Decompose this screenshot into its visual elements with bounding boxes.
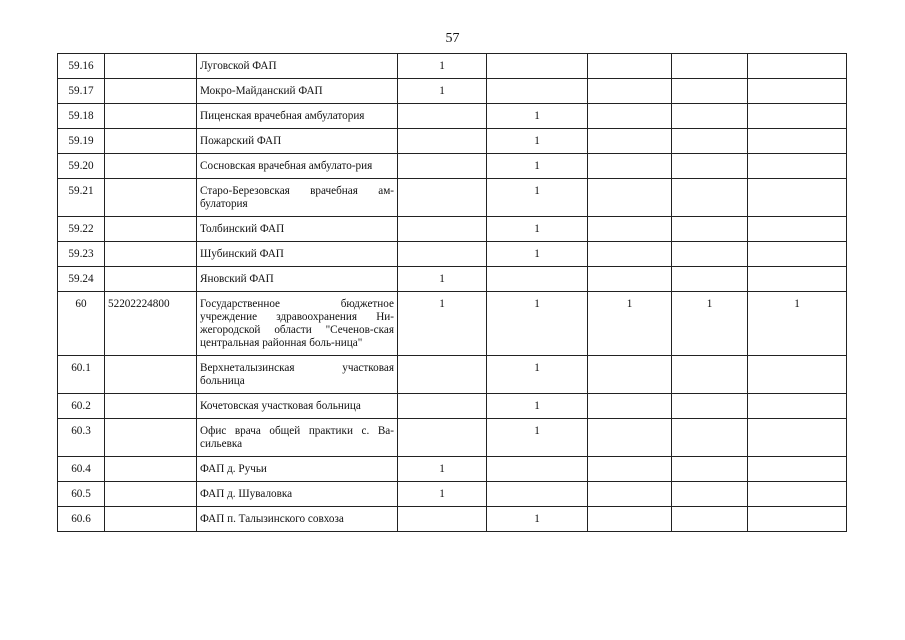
value-cell-5: [748, 79, 847, 104]
value-cell-3: [588, 394, 672, 419]
value-cell-2: [487, 267, 588, 292]
value-cell-2: 1: [487, 242, 588, 267]
value-cell-5: [748, 507, 847, 532]
value-cell-4: [672, 267, 748, 292]
row-number-cell: 59.19: [58, 129, 105, 154]
table-row: [58, 104, 847, 129]
value-cell-4: [672, 457, 748, 482]
org-code-cell: [105, 267, 197, 292]
facility-name-cell: Мокро-Майданский ФАП: [197, 79, 398, 104]
value-cell-5: [748, 104, 847, 129]
value-cell-3: [588, 154, 672, 179]
page-number: 57: [445, 31, 460, 46]
value-cell-1: [398, 507, 487, 532]
org-code-cell: [105, 507, 197, 532]
value-cell-1: [398, 394, 487, 419]
value-cell-1: 1: [398, 54, 487, 79]
value-cell-2: 1: [487, 129, 588, 154]
value-cell-5: [748, 482, 847, 507]
value-cell-1: 1: [398, 482, 487, 507]
facility-name-cell: Толбинский ФАП: [197, 217, 398, 242]
value-cell-2: 1: [487, 394, 588, 419]
value-cell-5: [748, 419, 847, 457]
value-cell-2: [487, 482, 588, 507]
value-cell-3: [588, 267, 672, 292]
value-cell-5: [748, 129, 847, 154]
org-code-cell: [105, 129, 197, 154]
facility-name-cell: Верхнеталызинская участковая больница: [197, 356, 398, 394]
table-row: [58, 217, 847, 242]
value-cell-3: [588, 419, 672, 457]
value-cell-2: 1: [487, 356, 588, 394]
facility-name-cell: Яновский ФАП: [197, 267, 398, 292]
value-cell-3: [588, 356, 672, 394]
table-row: [58, 482, 847, 507]
table-row: [58, 419, 847, 457]
value-cell-1: [398, 179, 487, 217]
row-number-cell: 59.20: [58, 154, 105, 179]
facility-name-cell: ФАП п. Талызинского совхоза: [197, 507, 398, 532]
value-cell-3: [588, 242, 672, 267]
value-cell-2: 1: [487, 179, 588, 217]
facility-name-cell: ФАП д. Шуваловка: [197, 482, 398, 507]
value-cell-3: [588, 482, 672, 507]
value-cell-3: [588, 54, 672, 79]
table-row: [58, 267, 847, 292]
value-cell-1: 1: [398, 79, 487, 104]
row-number-cell: 60: [58, 292, 105, 356]
row-number-cell: 60.5: [58, 482, 105, 507]
value-cell-3: [588, 217, 672, 242]
value-cell-3: [588, 129, 672, 154]
row-number-cell: 60.2: [58, 394, 105, 419]
facility-name-cell: ФАП д. Ручьи: [197, 457, 398, 482]
org-code-cell: [105, 179, 197, 217]
org-code-cell: [105, 242, 197, 267]
value-cell-1: [398, 419, 487, 457]
org-code-cell: [105, 457, 197, 482]
value-cell-4: [672, 356, 748, 394]
table-row: [58, 242, 847, 267]
value-cell-2: 1: [487, 419, 588, 457]
facility-name-cell: Государственное бюджетное учреждение здравоохранения Ни-жегородской области "Сеченов-ская центральная районная боль-ница": [197, 292, 398, 356]
facility-name-cell: Луговской ФАП: [197, 54, 398, 79]
value-cell-5: [748, 242, 847, 267]
facility-name-cell: Пиценская врачебная амбулатория: [197, 104, 398, 129]
value-cell-5: [748, 154, 847, 179]
value-cell-4: [672, 54, 748, 79]
value-cell-1: [398, 129, 487, 154]
table-row: [58, 179, 847, 217]
row-number-cell: 59.21: [58, 179, 105, 217]
row-number-cell: 59.17: [58, 79, 105, 104]
facility-name-cell: Шубинский ФАП: [197, 242, 398, 267]
row-number-cell: 60.1: [58, 356, 105, 394]
value-cell-2: [487, 457, 588, 482]
table-row: [58, 507, 847, 532]
value-cell-1: [398, 104, 487, 129]
value-cell-2: [487, 79, 588, 104]
table-row: [58, 292, 847, 356]
value-cell-3: [588, 457, 672, 482]
table-row: [58, 54, 847, 79]
value-cell-3: [588, 507, 672, 532]
value-cell-4: [672, 79, 748, 104]
value-cell-3: [588, 79, 672, 104]
row-number-cell: 59.22: [58, 217, 105, 242]
facility-name-cell: Старо-Березовская врачебная ам-булатория: [197, 179, 398, 217]
table-row: [58, 129, 847, 154]
value-cell-3: 1: [588, 292, 672, 356]
table-body: [58, 54, 847, 532]
value-cell-1: 1: [398, 292, 487, 356]
table-row: [58, 457, 847, 482]
facilities-table: [57, 53, 847, 532]
value-cell-5: [748, 394, 847, 419]
value-cell-2: [487, 54, 588, 79]
row-number-cell: 60.4: [58, 457, 105, 482]
row-number-cell: 59.16: [58, 54, 105, 79]
table-row: [58, 394, 847, 419]
value-cell-2: 1: [487, 217, 588, 242]
value-cell-5: [748, 356, 847, 394]
value-cell-4: 1: [672, 292, 748, 356]
value-cell-4: [672, 242, 748, 267]
org-code-cell: [105, 154, 197, 179]
row-number-cell: 60.6: [58, 507, 105, 532]
value-cell-4: [672, 217, 748, 242]
value-cell-3: [588, 179, 672, 217]
facility-name-cell: Пожарский ФАП: [197, 129, 398, 154]
org-code-cell: [105, 54, 197, 79]
value-cell-2: 1: [487, 104, 588, 129]
value-cell-2: 1: [487, 292, 588, 356]
value-cell-5: 1: [748, 292, 847, 356]
value-cell-5: [748, 267, 847, 292]
value-cell-2: 1: [487, 507, 588, 532]
org-code-cell: [105, 356, 197, 394]
value-cell-2: 1: [487, 154, 588, 179]
table-row: [58, 154, 847, 179]
org-code-cell: [105, 217, 197, 242]
value-cell-1: [398, 217, 487, 242]
value-cell-4: [672, 419, 748, 457]
org-code-cell: [105, 79, 197, 104]
value-cell-4: [672, 104, 748, 129]
org-code-cell: [105, 482, 197, 507]
value-cell-1: 1: [398, 457, 487, 482]
value-cell-4: [672, 394, 748, 419]
table-row: [58, 356, 847, 394]
org-code-cell: [105, 419, 197, 457]
row-number-cell: 59.18: [58, 104, 105, 129]
value-cell-5: [748, 457, 847, 482]
org-code-cell: 52202224800: [105, 292, 197, 356]
value-cell-5: [748, 179, 847, 217]
value-cell-4: [672, 179, 748, 217]
value-cell-1: 1: [398, 267, 487, 292]
org-code-cell: [105, 394, 197, 419]
value-cell-4: [672, 154, 748, 179]
table-row: [58, 79, 847, 104]
facility-name-cell: Офис врача общей практики с. Ва-сильевка: [197, 419, 398, 457]
value-cell-1: [398, 154, 487, 179]
row-number-cell: 59.24: [58, 267, 105, 292]
value-cell-5: [748, 217, 847, 242]
value-cell-3: [588, 104, 672, 129]
facility-name-cell: Кочетовская участковая больница: [197, 394, 398, 419]
value-cell-4: [672, 482, 748, 507]
value-cell-1: [398, 356, 487, 394]
facility-name-cell: Сосновская врачебная амбулато-рия: [197, 154, 398, 179]
value-cell-5: [748, 54, 847, 79]
value-cell-1: [398, 242, 487, 267]
row-number-cell: 59.23: [58, 242, 105, 267]
value-cell-4: [672, 129, 748, 154]
value-cell-4: [672, 507, 748, 532]
org-code-cell: [105, 104, 197, 129]
row-number-cell: 60.3: [58, 419, 105, 457]
